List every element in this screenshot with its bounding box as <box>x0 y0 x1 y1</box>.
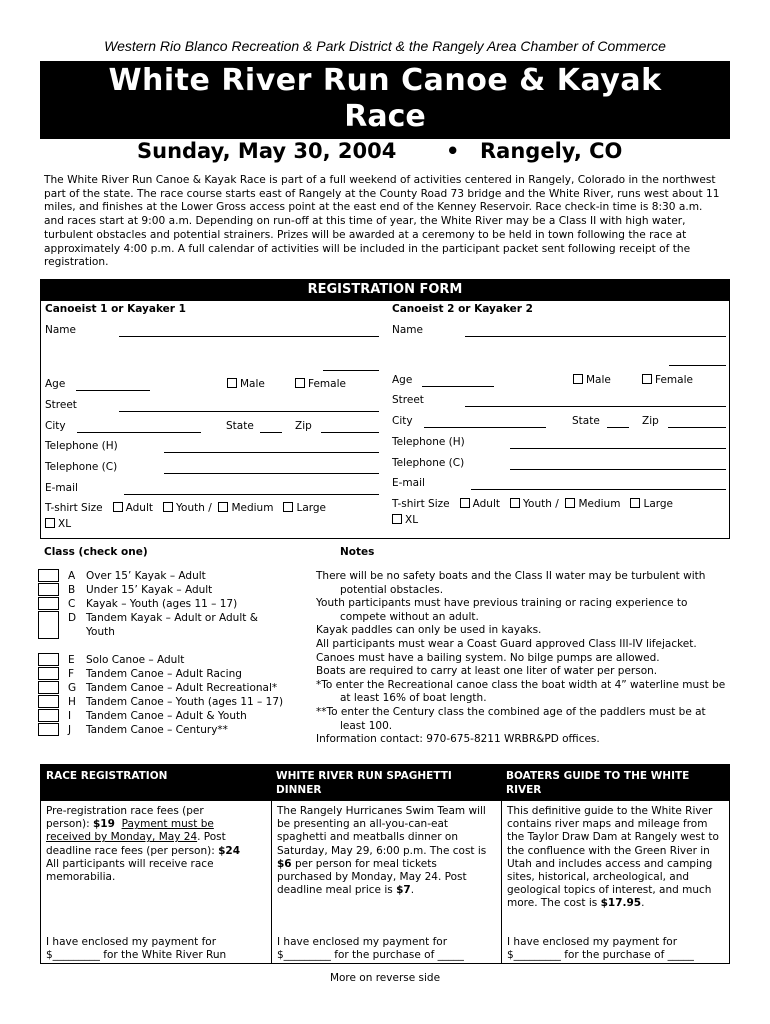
checkbox-icon[interactable] <box>630 498 640 508</box>
col1-tel-c-field[interactable] <box>164 473 379 474</box>
col2-xl-option[interactable] <box>392 514 418 526</box>
female-label: Female <box>655 374 693 386</box>
medium-label: Medium <box>578 498 621 510</box>
col2-name-label: Name <box>392 324 423 336</box>
col2-city-label: City <box>392 415 413 427</box>
checkbox-icon[interactable] <box>163 502 173 512</box>
note-item: Boats are required to carry at least one liter of water per person. <box>316 665 658 678</box>
male-label: Male <box>240 378 265 390</box>
note-item: Information contact: 970-675-8211 WRBR&PD offices. <box>316 733 600 746</box>
registration-form-title: REGISTRATION FORM <box>40 279 730 301</box>
class-letter: A <box>68 570 76 582</box>
class-checkbox-a[interactable] <box>38 569 59 582</box>
class-letter: I <box>68 710 72 722</box>
intro-paragraph: The White River Run Canoe & Kayak Race is part of a full weekend of activities centered in Rangely, Colorado in the northwest part of the state. The race course starts east of Rangely at the County Road 73 bridge and the White River, runs west about 11 miles, and finishes at the Lower Gross access point at the east end of the Kenney Reservoir. Race check-in time is 8:30 a.m. and races start at 9:00 a.m. Depending on run-off at this time of year, the White River may be a Class II with high water, turbulent obstacles and potential strainers. Prizes will be awarded at a ceremony to be held in town following the race at approximately 4:00 p.m. A full calendar of activities will be included in the participant packet sent following receipt of the registration. <box>44 174 720 269</box>
note-item: There will be no safety boats and the Class II water may be turbulent with potential obstacles. <box>316 570 706 596</box>
class-letter: E <box>68 654 75 666</box>
note-item: Kayak paddles can only be used in kayaks. <box>316 624 542 637</box>
checkbox-icon[interactable] <box>218 502 228 512</box>
col2-state-field[interactable] <box>607 427 629 428</box>
guide-text-2: . <box>641 897 645 910</box>
col2-name-field[interactable] <box>465 336 726 337</box>
checkbox-icon[interactable] <box>227 378 237 388</box>
col1-city-field[interactable] <box>77 432 201 433</box>
col1-tel-h-label: Telephone (H) <box>45 440 118 452</box>
payment-amount-field[interactable]: $_________ for the purchase of _____ <box>507 949 694 962</box>
tshirt-label: T-shirt Size <box>45 502 103 514</box>
col2-street-label: Street <box>392 394 424 406</box>
note-item: *To enter the Recreational canoe class the boat width at 4” waterline must be at least 16% of boat length. <box>316 678 726 705</box>
col1-female-option[interactable] <box>295 378 346 390</box>
payment-amount-field[interactable]: $_________ for the purchase of _____ <box>277 949 464 962</box>
notes-heading: Notes <box>340 546 375 558</box>
col1-tel-c-label: Telephone (C) <box>45 461 118 473</box>
dinner-text-3: . <box>410 884 415 897</box>
checkbox-icon[interactable] <box>642 374 652 384</box>
col1-age-field[interactable] <box>76 390 150 391</box>
class-text: Tandem Canoe – Century** <box>86 724 228 736</box>
class-checkbox-c[interactable] <box>38 597 59 610</box>
event-date: Sunday, May 30, 2004 <box>137 139 397 163</box>
class-text: Kayak – Youth (ages 11 – 17) <box>86 598 238 610</box>
col1-state-field[interactable] <box>260 432 282 433</box>
page-title <box>40 61 730 139</box>
col2-tshirt-row <box>392 498 673 510</box>
race-fee-pre: $19 <box>92 818 115 831</box>
race-registration-heading: RACE REGISTRATION <box>41 765 271 801</box>
race-text: Pre-registration race fees (per person): <box>46 805 204 831</box>
class-text: Tandem Canoe – Adult Racing <box>86 668 242 680</box>
payment-line: I have enclosed my payment for <box>507 936 678 948</box>
col2-tel-h-field[interactable] <box>510 448 726 449</box>
female-label: Female <box>308 378 346 390</box>
checkbox-icon[interactable] <box>565 498 575 508</box>
class-letter: C <box>68 598 76 610</box>
note-item: **To enter the Century class the combined age of the paddlers must be at least 100. <box>316 705 706 732</box>
checkbox-icon[interactable] <box>573 374 583 384</box>
col2-age-label: Age <box>392 374 413 386</box>
dinner-heading: WHITE RIVER RUN SPAGHETTI DINNER <box>271 765 501 801</box>
class-letter: G <box>68 682 77 694</box>
col2-email-field[interactable] <box>471 489 726 490</box>
col2-tel-c-field[interactable] <box>510 469 726 470</box>
col2-male-option[interactable] <box>573 374 611 386</box>
col2-name-field-2[interactable] <box>669 365 726 366</box>
guide-price: $17.95 <box>600 897 642 910</box>
payment-amount-field[interactable]: $_________ for the White River Run <box>46 949 227 962</box>
class-text: Tandem Kayak – Adult or Adult & <box>86 612 258 624</box>
race-text: All participants will receive race memorabilia. <box>46 857 214 884</box>
guide-text-1: This definitive guide to the White River contains river maps and mileage from the Taylor Draw Dam at Rangely west to the confluence with the Green River in Utah and includes access and camping sites, historical, archeological, and geological topics of interest, and much more. The cost is <box>507 805 719 910</box>
large-label: Large <box>643 498 674 510</box>
class-checkbox-d[interactable] <box>38 611 59 639</box>
notes-list <box>316 570 728 747</box>
class-checkbox-j[interactable] <box>38 723 59 736</box>
organizers-line: Western Rio Blanco Recreation & Park District & the Rangely Area Chamber of Commerce <box>104 38 666 54</box>
note-item: Canoes must have a bailing system. No bilge pumps are allowed. <box>316 651 660 664</box>
footer-note: More on reverse side <box>329 972 441 984</box>
title-line-2: Race <box>344 99 426 134</box>
tshirt-label: T-shirt Size <box>392 498 450 510</box>
race-fee-post: $24 <box>218 844 241 857</box>
adult-label: Adult <box>125 502 153 514</box>
col2-heading: Canoeist 2 or Kayaker 2 <box>392 303 533 315</box>
checkbox-icon[interactable] <box>392 514 402 524</box>
col1-street-label: Street <box>45 399 77 411</box>
class-text: Tandem Canoe – Adult Recreational* <box>86 682 278 694</box>
order-table <box>40 764 730 964</box>
col1-state-label: State <box>226 420 254 432</box>
checkbox-icon[interactable] <box>283 502 293 512</box>
slash: / <box>555 498 559 510</box>
class-text: Tandem Canoe – Adult & Youth <box>86 710 247 722</box>
col2-female-option[interactable] <box>642 374 693 386</box>
dinner-text-1: The Rangely Hurricanes Swim Team will be presenting an all-you-can-eat spaghetti and meatballs dinner on Saturday, May 29, 6:00 p.m. The cost is <box>277 805 487 857</box>
class-text: Youth <box>86 626 115 638</box>
note-item: All participants must wear a Coast Guard approved Class III-IV lifejacket. <box>316 637 697 650</box>
checkbox-icon[interactable] <box>45 518 55 528</box>
col1-city-label: City <box>45 420 66 432</box>
youth-label: Youth <box>523 498 552 510</box>
registration-form <box>40 301 730 539</box>
class-letter: H <box>68 696 76 708</box>
dinner-text-2: per person for meal tickets purchased by Monday, May 24. Post deadline meal price is <box>277 857 467 897</box>
col1-zip-field[interactable] <box>321 432 379 433</box>
col2-age-field[interactable] <box>422 386 494 387</box>
col1-street-field[interactable] <box>119 411 379 412</box>
col1-email-field[interactable] <box>124 494 379 495</box>
class-checkbox-f[interactable] <box>38 667 59 680</box>
payment-line: I have enclosed my payment for <box>277 936 448 948</box>
checkbox-icon[interactable] <box>510 498 520 508</box>
class-checkbox-h[interactable] <box>38 695 59 708</box>
col1-email-label: E-mail <box>45 482 78 494</box>
dinner-payment <box>277 936 464 962</box>
race-payment <box>46 936 226 962</box>
class-checkbox-i[interactable] <box>38 709 59 722</box>
class-checkbox-g[interactable] <box>38 681 59 694</box>
class-checkbox-b[interactable] <box>38 583 59 596</box>
large-label: Large <box>296 502 327 514</box>
race-text: . Post deadline race fees (per person): <box>46 831 226 857</box>
col1-xl-option[interactable] <box>45 518 71 530</box>
checkbox-icon[interactable] <box>460 498 470 508</box>
class-letter: J <box>68 724 72 736</box>
col2-zip-field[interactable] <box>668 427 726 428</box>
class-letter: F <box>68 668 75 680</box>
col1-heading: Canoeist 1 or Kayaker 1 <box>45 303 186 315</box>
guide-payment <box>507 936 694 962</box>
guide-heading: BOATERS GUIDE TO THE WHITE RIVER <box>501 765 729 801</box>
class-checkbox-e[interactable] <box>38 653 59 666</box>
youth-label: Youth <box>176 502 205 514</box>
col1-name-field-2[interactable] <box>323 370 379 371</box>
race-deadline: Payment must be received by Monday, May 24 <box>46 818 214 844</box>
col1-name-field[interactable] <box>119 336 379 337</box>
col2-street-field[interactable] <box>465 406 726 407</box>
adult-label: Adult <box>472 498 500 510</box>
col2-state-label: State <box>572 415 600 427</box>
class-text: Over 15’ Kayak – Adult <box>86 570 206 582</box>
event-location: Rangely, CO <box>480 139 623 163</box>
separator-bullet: • <box>446 139 460 163</box>
title-line-1: White River Run Canoe & Kayak <box>108 63 662 98</box>
col2-tel-h-label: Telephone (H) <box>392 436 465 448</box>
col1-name-label: Name <box>45 324 76 336</box>
class-letter: B <box>68 584 76 596</box>
col2-city-field[interactable] <box>424 427 546 428</box>
checkbox-icon[interactable] <box>113 502 123 512</box>
class-text: Solo Canoe – Adult <box>86 654 185 666</box>
slash: / <box>208 502 212 514</box>
col1-age-label: Age <box>45 378 66 390</box>
col2-email-label: E-mail <box>392 477 425 489</box>
dinner-price: $6 <box>277 857 292 870</box>
col2-tel-c-label: Telephone (C) <box>392 457 465 469</box>
xl-label: XL <box>405 514 419 526</box>
class-heading: Class (check one) <box>44 546 148 558</box>
class-text: Tandem Canoe – Youth (ages 11 – 17) <box>86 696 284 708</box>
col2-zip-label: Zip <box>642 415 659 427</box>
note-item: Youth participants must have previous training or racing experience to compete without an adult. <box>316 597 688 623</box>
payment-line: I have enclosed my payment for <box>46 936 217 948</box>
col1-tshirt-row <box>45 502 326 514</box>
medium-label: Medium <box>231 502 274 514</box>
col1-tel-h-field[interactable] <box>164 452 379 453</box>
col1-zip-label: Zip <box>295 420 312 432</box>
dinner-late-price: $7 <box>396 884 411 897</box>
checkbox-icon[interactable] <box>295 378 305 388</box>
col1-male-option[interactable] <box>227 378 265 390</box>
xl-label: XL <box>58 518 72 530</box>
class-letter: D <box>68 612 77 624</box>
class-text: Under 15’ Kayak – Adult <box>86 584 213 596</box>
male-label: Male <box>586 374 611 386</box>
